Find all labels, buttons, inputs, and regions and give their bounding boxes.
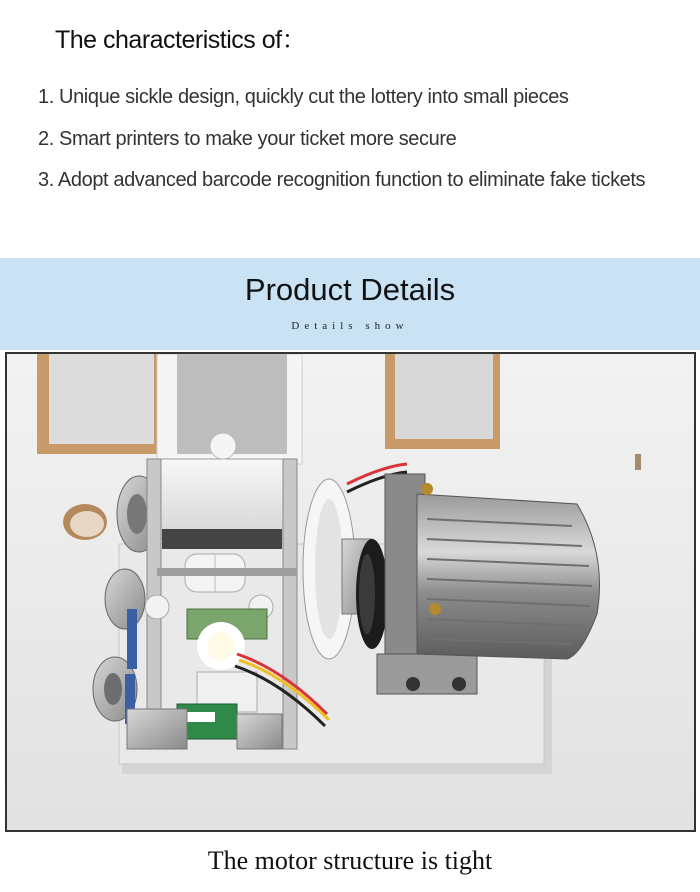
feature-item: 3. Adopt advanced barcode recognition function to eliminate fake tickets [38, 169, 646, 191]
product-photo [5, 352, 696, 832]
product-details-banner [0, 258, 700, 350]
machine-illustration [7, 354, 694, 830]
feature-item: 1. Unique sickle design, quickly cut the lottery into small pieces [38, 86, 569, 108]
feature-list [38, 84, 645, 209]
banner-subtitle: Details show [291, 320, 409, 332]
photo-caption: The motor structure is tight [207, 846, 493, 875]
feature-item: 2. Smart printers to make your ticket more secure [38, 127, 457, 150]
characteristics-title: The characteristics of： [55, 26, 307, 54]
banner-title: Product Details [244, 272, 456, 307]
